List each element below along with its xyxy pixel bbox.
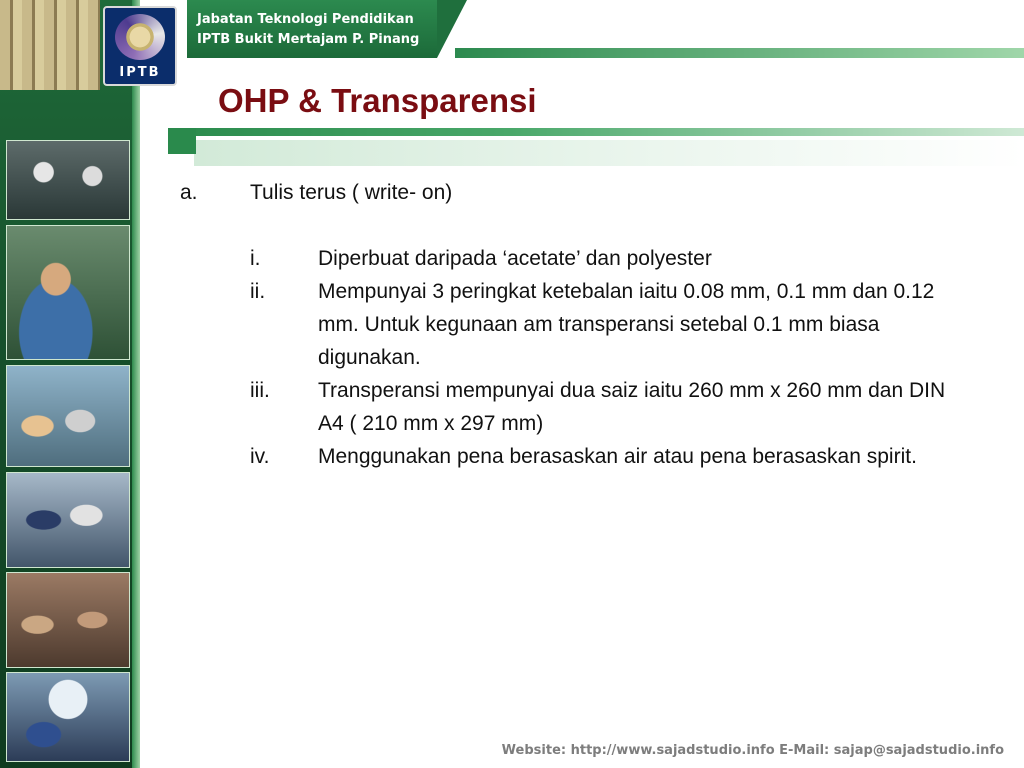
footer-contact: Website: http://www.sajadstudio.info E-Mail: sajap@sajadstudio.info: [501, 743, 1004, 758]
item-number: i.: [250, 247, 261, 270]
item-text: Menggunakan pena berasaskan air atau pena berasaskan spirit.: [318, 445, 917, 468]
logo-text: IPTB: [119, 65, 161, 80]
computer-lab-photo: [6, 140, 130, 220]
title-rule-fade: [194, 140, 1024, 166]
classroom-photo-3: [6, 572, 130, 668]
header-bar: [455, 48, 1024, 58]
org-location: IPTB Bukit Mertajam P. Pinang: [197, 32, 420, 47]
title-rule-accent: [168, 128, 196, 154]
org-name: Jabatan Teknologi Pendidikan: [197, 12, 414, 27]
title-rule: [168, 128, 1024, 136]
item-number: iii.: [250, 379, 270, 402]
item-text: Mempunyai 3 peringkat ketebalan iaitu 0.08 mm, 0.1 mm dan 0.12 mm. Untuk kegunaan am transperansi setebal 0.1 mm biasa digunakan.: [318, 280, 935, 369]
classroom-photo-4: [6, 672, 130, 762]
sidebar-stripe: [132, 0, 140, 768]
item-number: ii.: [250, 280, 266, 303]
photo-sidebar: [0, 0, 140, 768]
section-title: Tulis terus ( write- on): [250, 181, 453, 204]
classroom-photo-1: [6, 365, 130, 467]
header-banner: [187, 0, 437, 58]
item-text: Diperbuat daripada ‘acetate’ dan polyester: [318, 247, 712, 270]
person-photo: [6, 225, 130, 360]
iptb-logo: [103, 6, 177, 86]
emblem-icon: [115, 14, 165, 60]
section-label: a.: [180, 181, 198, 204]
item-number: iv.: [250, 445, 270, 468]
slide-title: OHP & Transparensi: [218, 82, 537, 119]
classroom-photo-2: [6, 472, 130, 568]
building-photo: [0, 0, 100, 90]
item-text: Transperansi mempunyai dua saiz iaitu 260 mm x 260 mm dan DIN A4 ( 210 mm x 297 mm): [318, 379, 946, 435]
